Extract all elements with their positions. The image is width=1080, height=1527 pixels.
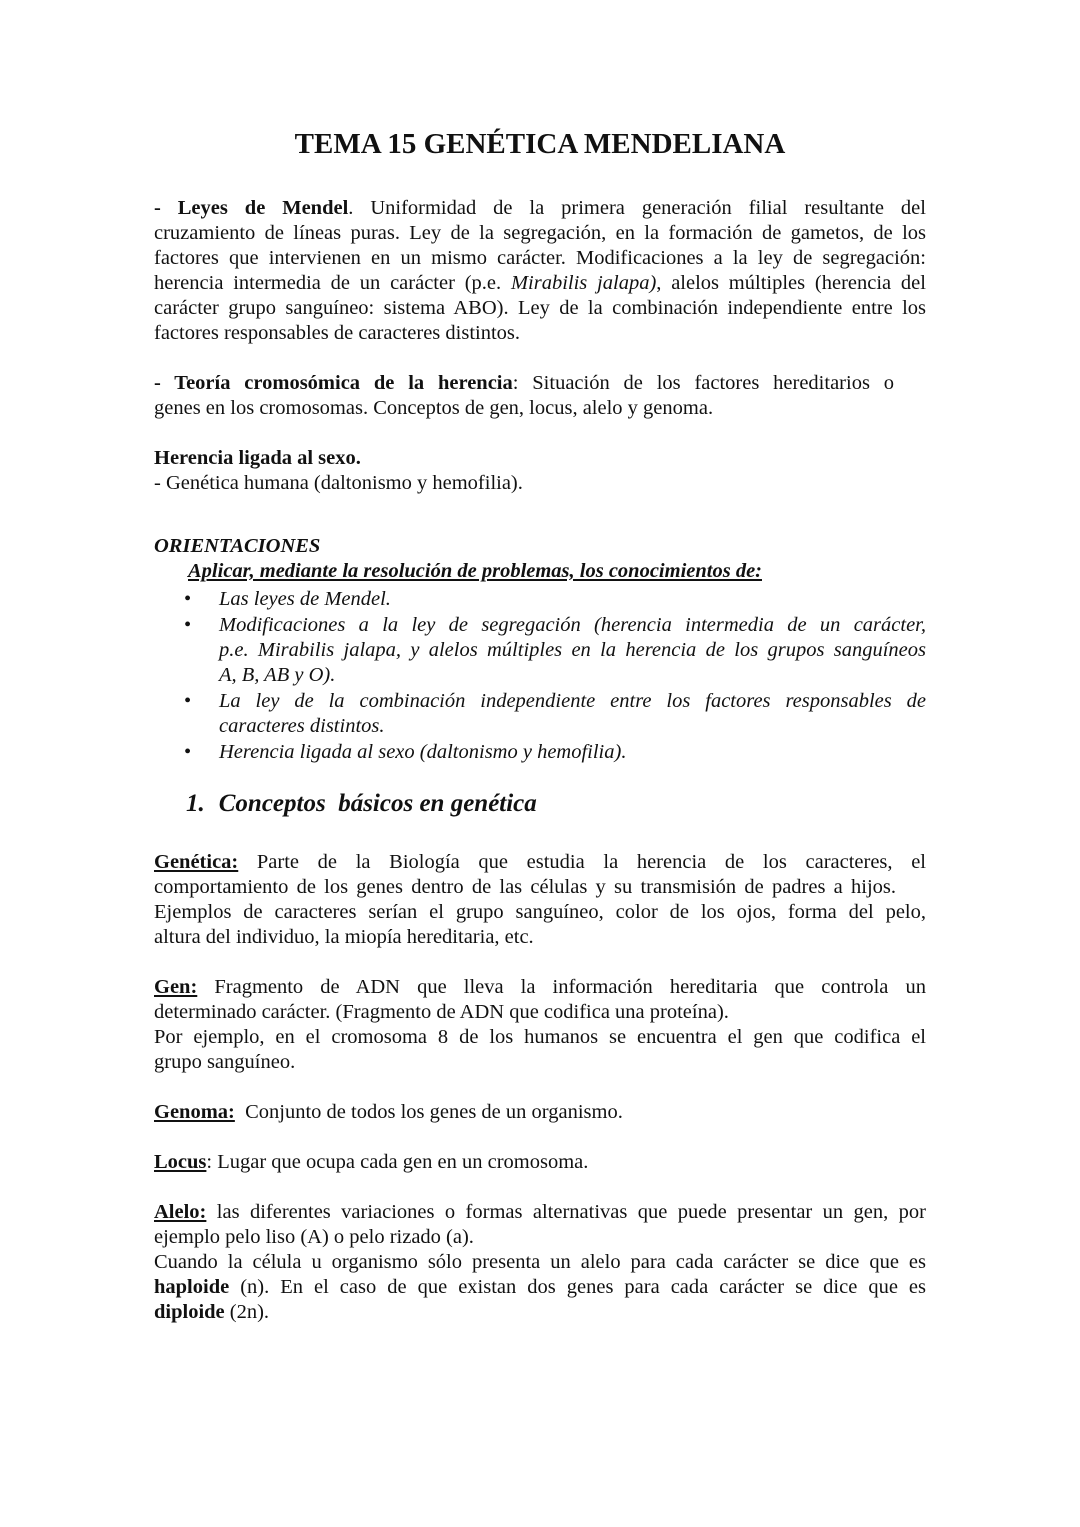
term-gen: Gen:: [154, 976, 198, 998]
herencia-sexo-block: [154, 446, 926, 496]
orientaciones-list: [184, 587, 926, 766]
teoria-cromosomica-paragraph: - Teoría cromosómica de la herencia: Situación de los factores hereditarios o genes en los cromosomas. Conceptos de gen, locus, alelo y genoma.: [154, 372, 894, 419]
term-diploide: diploide: [154, 1301, 225, 1323]
term-genoma: Genoma:: [154, 1101, 235, 1123]
leyes-mendel-paragraph: - Leyes de Mendel. Uniformidad de la primera generación filial resultante del cruzamiento de líneas puras. Ley de la segregación, en la formación de gametos, de los factores que intervienen en un mismo carácter. Modificaciones a la ley de segregación: herencia intermedia de un carácter (p.e. Mirabilis jalapa), alelos múltiples (herencia del carácter grupo sanguíneo: sistema ABO). Ley de la combinación independiente entre los factores responsables de caracteres distintos.: [154, 197, 926, 344]
term-alelo: Alelo:: [154, 1201, 207, 1223]
herencia-sexo-item: - Genética humana (daltonismo y hemofilia).: [154, 472, 523, 494]
document-title: TEMA 15 GENÉTICA MENDELIANA: [294, 128, 786, 160]
orientaciones-heading: ORIENTACIONES: [154, 535, 321, 557]
definition-gen: Gen: Fragmento de ADN que lleva la información hereditaria que controla un determinado carácter. (Fragmento de ADN que codifica una proteína). Por ejemplo, en el cromosoma 8 de los humanos se encuentra el gen que codifica el grupo sanguíneo.: [154, 976, 926, 1073]
list-item: • La ley de la combinación independiente entre los factores responsables de caracteres distintos.: [184, 690, 926, 737]
bullet-icon: •: [184, 614, 192, 636]
herencia-sexo-heading: Herencia ligada al sexo.: [154, 447, 361, 469]
orientaciones-subtitle: Aplicar, mediante la resolución de problemas, los conocimientos de:: [188, 560, 762, 582]
bullet-icon: •: [184, 741, 192, 763]
list-item: • Las leyes de Mendel.: [184, 588, 391, 610]
term-haploide: haploide: [154, 1276, 230, 1298]
term-genetica: Genética:: [154, 851, 239, 873]
section-title: Conceptos básicos en genética: [218, 790, 537, 817]
bullet-icon: •: [184, 690, 192, 712]
list-item: • Herencia ligada al sexo (daltonismo y hemofilia).: [184, 741, 627, 763]
mirabilis-italic: Mirabilis jalapa): [510, 272, 657, 294]
definition-locus: Locus: Lugar que ocupa cada gen en un cromosoma.: [154, 1151, 589, 1173]
definition-alelo: Alelo: las diferentes variaciones o formas alternativas que puede presentar un gen, por ejemplo pelo liso (A) o pelo rizado (a). Cuando la célula u organismo sólo presenta un alelo para cada carácter se dice que es haploide (n). En el caso de que existan dos genes para cada carácter se dice que es diploide (2n).: [154, 1201, 926, 1323]
list-item: • Modificaciones a la ley de segregación (herencia intermedia de un carácter, p.e. Mirabilis jalapa, y alelos múltiples en la herencia de los grupos sanguíneos A, B, AB y O).: [184, 614, 926, 686]
definition-genetica: Genética: Parte de la Biología que estudia la herencia de los caracteres, el comportamiento de los genes dentro de las células y su transmisión de padres a hijos. Ejemplos de caracteres serían el grupo sanguíneo, color de los ojos, forma del pelo, altura del individuo, la miopía hereditaria, etc.: [154, 851, 926, 948]
section-number: 1.: [186, 790, 205, 817]
teoria-cromosomica-label: - Teoría cromosómica de la herencia: [154, 372, 513, 394]
bullet-icon: •: [184, 588, 192, 610]
term-locus: Locus: [154, 1151, 207, 1173]
leyes-mendel-label: - Leyes de Mendel: [154, 197, 349, 219]
section-heading: [186, 790, 537, 818]
definition-genoma: Genoma: Conjunto de todos los genes de un organismo.: [154, 1101, 623, 1123]
